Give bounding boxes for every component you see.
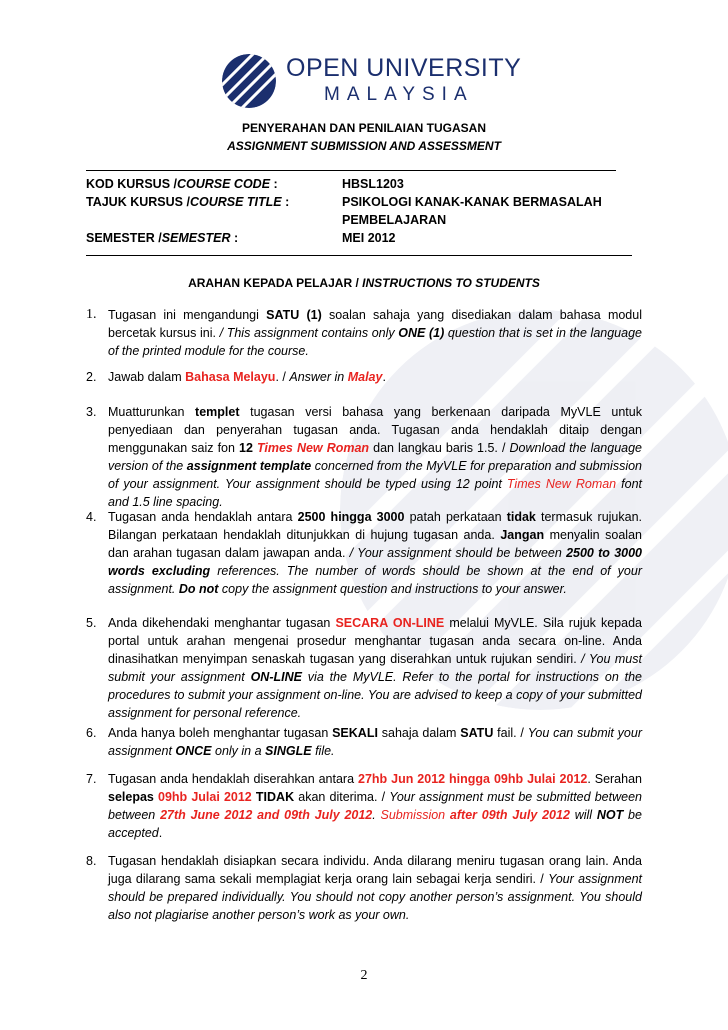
semester-label	[86, 231, 238, 245]
course-code-label-ms: KOD KURSUS /	[86, 177, 177, 191]
item-text: Tugasan hendaklah disiapkan secara individu. Anda dilarang meniru tugasan orang lain. Anda juga dilarang sama sekali memplagiat kerja orang lain sebagai kerja sendiri. / Your assignment should be prepared individually. You should not copy another person’s assignment. You should also not plagiarise another person’s work as your own.	[108, 854, 643, 922]
item-text: Tugasan anda hendaklah antara 2500 hingga 3000 patah perkataan tidak termasuk rujukan. Bilangan perkataan hendaklah ditunjukkan di hujung tugasan anda. Jangan menyalin soalan dan arahan tugasan dalam jawapan anda. / Your assignment should be between 2500 to 3000 words excluding references. The number of words should be shown at the end of your assignment. Do not copy the assignment question and instructions to your answer.	[108, 510, 643, 596]
item-text: Jawab dalam Bahasa Melayu. / Answer in Malay.	[108, 370, 386, 384]
semester-label-en: SEMESTER	[161, 231, 231, 245]
semester-label-ms: SEMESTER /	[86, 231, 162, 245]
item-text: Tugasan anda hendaklah diserahkan antara 27hb Jun 2012 hingga 09hb Julai 2012. Serahan selepas 09hb Julai 2012 TIDAK akan diterima. / Your assignment must be submitted between between 27th June 2012 and 09th July 2012. Submission after 09th July 2012 will NOT be accepted.	[108, 772, 642, 840]
university-logo	[220, 52, 520, 112]
course-code-label	[86, 177, 278, 191]
instruction-item-6	[86, 724, 642, 760]
item-number: 3.	[86, 405, 97, 419]
instruction-item-7	[86, 770, 642, 842]
logo-text-malaysia: MALAYSIA	[324, 84, 474, 105]
divider-top	[86, 170, 616, 171]
course-code-value: HBSL1203	[342, 177, 404, 191]
item-number: 8.	[86, 854, 97, 868]
item-number: 7.	[86, 772, 97, 786]
item-text: Anda hanya boleh menghantar tugasan SEKALI sahaja dalam SATU fail. / You can submit your assignment ONCE only in a SINGLE file.	[108, 726, 642, 758]
item-text: Muatturunkan templet tugasan versi bahasa yang berkenaan daripada MyVLE untuk penyediaan dan penyerahan tugasan anda. Tugasan anda hendaklah ditaip dengan menggunakan saiz fon 12 Times New Roman dan langkau baris 1.5. / Download the language version of the assignment template concerned from the MyVLE for preparation and submission of your assignment. Your assignment should be typed using 12 point Times New Roman font and 1.5 line spacing.	[108, 405, 643, 509]
item-number: 5.	[86, 616, 97, 630]
instructions-heading	[0, 276, 728, 290]
oum-globe-icon	[220, 52, 278, 110]
item-number: 4.	[86, 510, 97, 524]
course-title-value-line2: PEMBELAJARAN	[342, 213, 447, 227]
semester-value: MEI 2012	[342, 231, 396, 245]
course-code-label-en: COURSE CODE	[176, 177, 271, 191]
course-title-label	[86, 195, 289, 209]
course-title-label-en: COURSE TITLE	[189, 195, 282, 209]
item-number: 2.	[86, 370, 97, 384]
instructions-heading-en: INSTRUCTIONS TO STUDENTS	[362, 276, 540, 290]
instruction-item-3	[86, 403, 642, 511]
title-english: ASSIGNMENT SUBMISSION AND ASSESSMENT	[227, 139, 501, 153]
semester-sep: :	[230, 231, 239, 245]
title-malay: PENYERAHAN DAN PENILAIAN TUGASAN	[241, 121, 486, 135]
course-title-value-line1: PSIKOLOGI KANAK-KANAK BERMASALAH	[342, 195, 602, 209]
instruction-item-4	[86, 508, 642, 598]
page-number: 2	[360, 968, 368, 983]
instruction-item-1	[86, 306, 642, 360]
item-text: Tugasan ini mengandungi SATU (1) soalan sahaja yang disediakan dalam bahasa modul bercetak kursus ini. / This assignment contains only ONE (1) question that is set in the language of the printed module for the course.	[108, 308, 642, 358]
logo-text-open-university: OPEN UNIVERSITY	[286, 54, 522, 82]
instruction-item-5	[86, 614, 642, 722]
course-code-sep: :	[270, 177, 278, 191]
item-number: 6.	[86, 726, 97, 740]
instructions-heading-ms: ARAHAN KEPADA PELAJAR /	[188, 276, 363, 290]
instruction-item-8	[86, 852, 642, 924]
instruction-item-2	[86, 368, 642, 386]
item-text: Anda dikehendaki menghantar tugasan SECARA ON-LINE melalui MyVLE. Sila rujuk kepada portal untuk arahan mengenai prosedur menghantar tugasan anda secara on-line. Anda dinasihatkan menyimpan senaskah tugasan yang diserahkan untuk rujukan sendiri. / You must submit your assignment ON-LINE via the MyVLE. Refer to the portal for instructions on the procedures to submit your assignment on-line. You are advised to keep a copy of your submitted assignment for personal reference.	[108, 616, 642, 720]
divider-bottom	[86, 255, 632, 256]
course-title-label-ms: TAJUK KURSUS /	[86, 195, 190, 209]
item-number: 1.	[86, 307, 97, 322]
course-title-sep: :	[281, 195, 290, 209]
